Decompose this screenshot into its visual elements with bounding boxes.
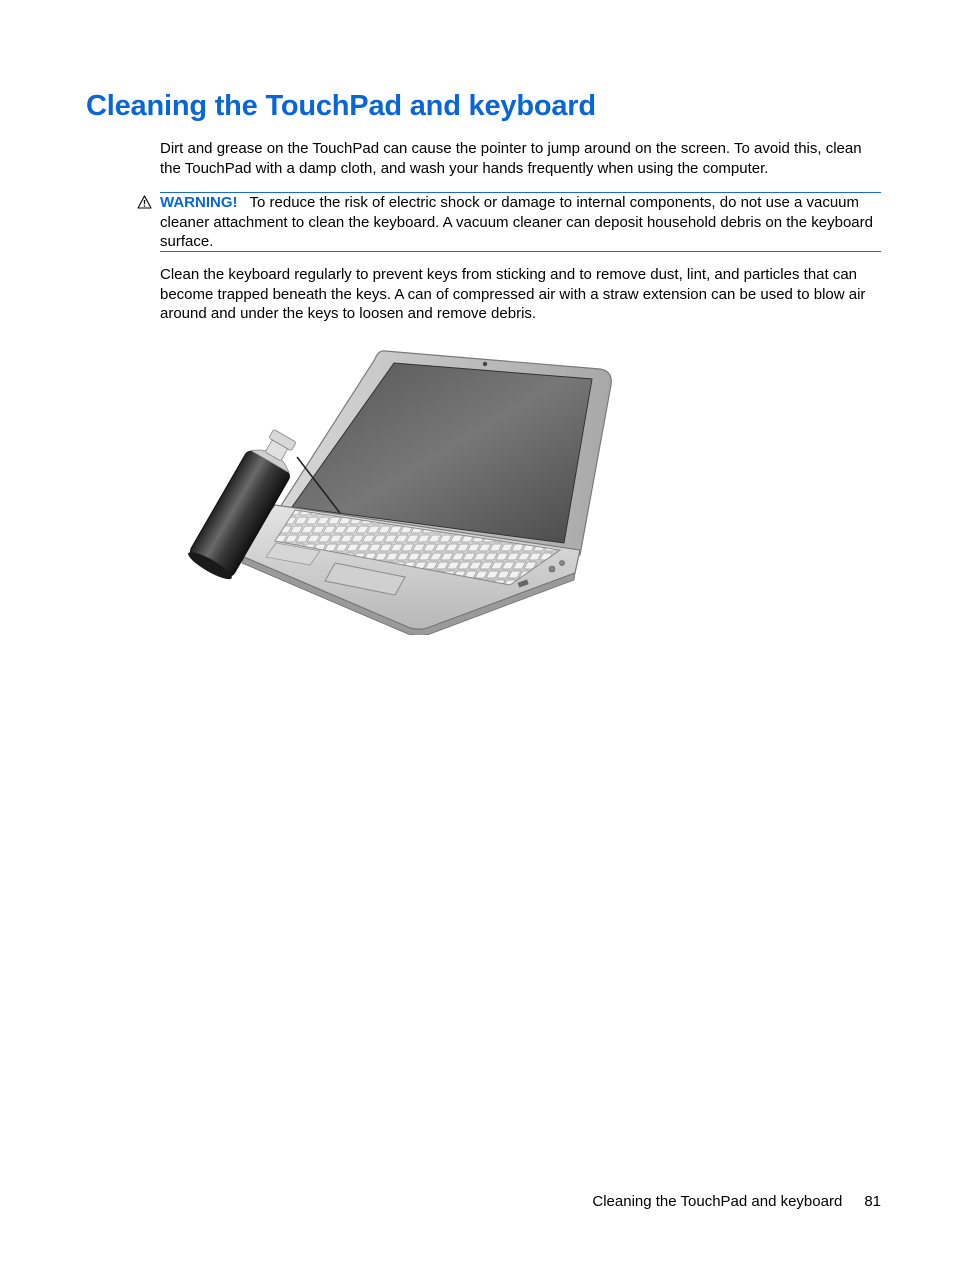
warning-text-block <box>160 193 884 252</box>
page-number: 81 <box>864 1193 881 1210</box>
footer-section-title: Cleaning the TouchPad and keyboard <box>592 1193 843 1210</box>
warning-triangle-icon <box>137 195 152 209</box>
laptop-compressed-air-illustration <box>180 345 620 635</box>
body-paragraph: Clean the keyboard regularly to prevent keys from sticking and to remove dust, lint, and particles that can become trapped beneath the keys. A can of compressed air with a straw extension can be used to blow air around and under the keys to loosen and remove debris. <box>160 266 866 322</box>
page-title: Cleaning the TouchPad and keyboard <box>86 90 596 122</box>
warning-box <box>160 192 881 252</box>
page-footer <box>540 1193 881 1210</box>
warning-message: To reduce the risk of electric shock or damage to internal components, do not use a vacuum cleaner attachment to clean the keyboard. A vacuum cleaner can deposit household debris on the keyboard surface. <box>160 194 873 250</box>
intro-paragraph: Dirt and grease on the TouchPad can cause the pointer to jump around on the screen. To avoid this, clean the TouchPad with a damp cloth, and wash your hands frequently when using the computer. <box>160 140 862 177</box>
warning-label: WARNING! <box>160 194 238 211</box>
